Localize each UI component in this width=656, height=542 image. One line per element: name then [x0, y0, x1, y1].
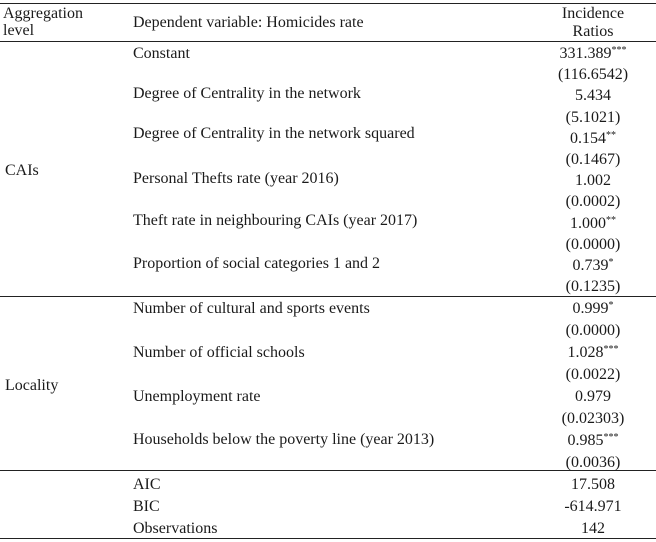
- group-label: Locality: [5, 377, 59, 394]
- coefficient: 0.154: [570, 130, 606, 147]
- coefficient-value: [532, 388, 654, 406]
- coefficient-value: [532, 300, 654, 318]
- variable-name: Proportion of social categories 1 and 2: [133, 255, 381, 272]
- coefficient-value: [532, 257, 654, 275]
- variable-name: Degree of Centrality in the network squared: [133, 125, 415, 142]
- header-ratios: Ratios: [572, 23, 614, 40]
- standard-error: (0.0000): [565, 236, 621, 253]
- variable-name: Constant: [133, 45, 190, 62]
- standard-error: (0.0000): [565, 322, 621, 339]
- header-rule: [0, 41, 656, 42]
- variable-name: Degree of Centrality in the network: [133, 85, 361, 102]
- stat-label: Observations: [133, 520, 218, 537]
- standard-error: (0.1467): [565, 151, 621, 168]
- top-rule: [0, 3, 656, 4]
- standard-error: (0.02303): [561, 410, 625, 427]
- coefficient-value: [532, 344, 654, 362]
- coefficient: 331.389: [559, 45, 612, 62]
- coefficient-value: [532, 130, 654, 148]
- coefficient-value: [532, 215, 654, 233]
- standard-error: (0.1235): [565, 278, 621, 295]
- group-label: CAIs: [5, 162, 39, 179]
- standard-error: (0.0022): [565, 366, 621, 383]
- standard-error: (0.0002): [565, 193, 621, 210]
- stat-value: 17.508: [571, 476, 615, 493]
- header-dependent-variable: Dependent variable: Homicides rate: [133, 14, 364, 31]
- variable-name: Households below the poverty line (year 2013): [133, 431, 435, 448]
- coefficient: 1.028: [567, 344, 604, 361]
- significance-stars: *: [608, 257, 614, 268]
- coefficient: 1.000: [570, 215, 606, 232]
- significance-stars: *: [608, 300, 614, 311]
- coefficient: 5.434: [575, 87, 611, 104]
- standard-error: (116.6542): [557, 66, 629, 83]
- standard-error: (0.0036): [565, 454, 621, 471]
- stat-label: BIC: [133, 498, 160, 515]
- coefficient-value: [532, 432, 654, 450]
- significance-stars: **: [606, 215, 616, 226]
- variable-name: Number of cultural and sports events: [133, 300, 370, 317]
- stat-value: -614.971: [564, 498, 622, 515]
- bottom-rule: [0, 538, 656, 539]
- significance-stars: **: [606, 130, 616, 141]
- stat-label: AIC: [133, 476, 161, 493]
- group-rule: [0, 296, 656, 297]
- significance-stars: ***: [603, 344, 619, 355]
- header-aggregation: Aggregation: [3, 5, 83, 22]
- coefficient-value: [532, 45, 654, 63]
- coefficient: 0.999: [572, 300, 609, 317]
- header-aggregation-level: level: [3, 22, 35, 39]
- header-incidence: Incidence: [561, 5, 625, 22]
- coefficient: 1.002: [575, 172, 611, 189]
- coefficient: 0.985: [567, 432, 604, 449]
- coefficient-value: [532, 172, 654, 190]
- variable-name: Number of official schools: [133, 344, 305, 361]
- significance-stars: ***: [603, 432, 619, 443]
- coefficient: 0.739: [572, 257, 609, 274]
- stat-value: 142: [581, 520, 605, 537]
- significance-stars: ***: [611, 45, 627, 56]
- coefficient-value: [532, 87, 654, 105]
- standard-error: (5.1021): [565, 109, 621, 126]
- variable-name: Unemployment rate: [133, 388, 261, 405]
- variable-name: Theft rate in neighbouring CAIs (year 2017): [133, 212, 418, 229]
- variable-name: Personal Thefts rate (year 2016): [133, 170, 339, 187]
- coefficient: 0.979: [575, 388, 611, 405]
